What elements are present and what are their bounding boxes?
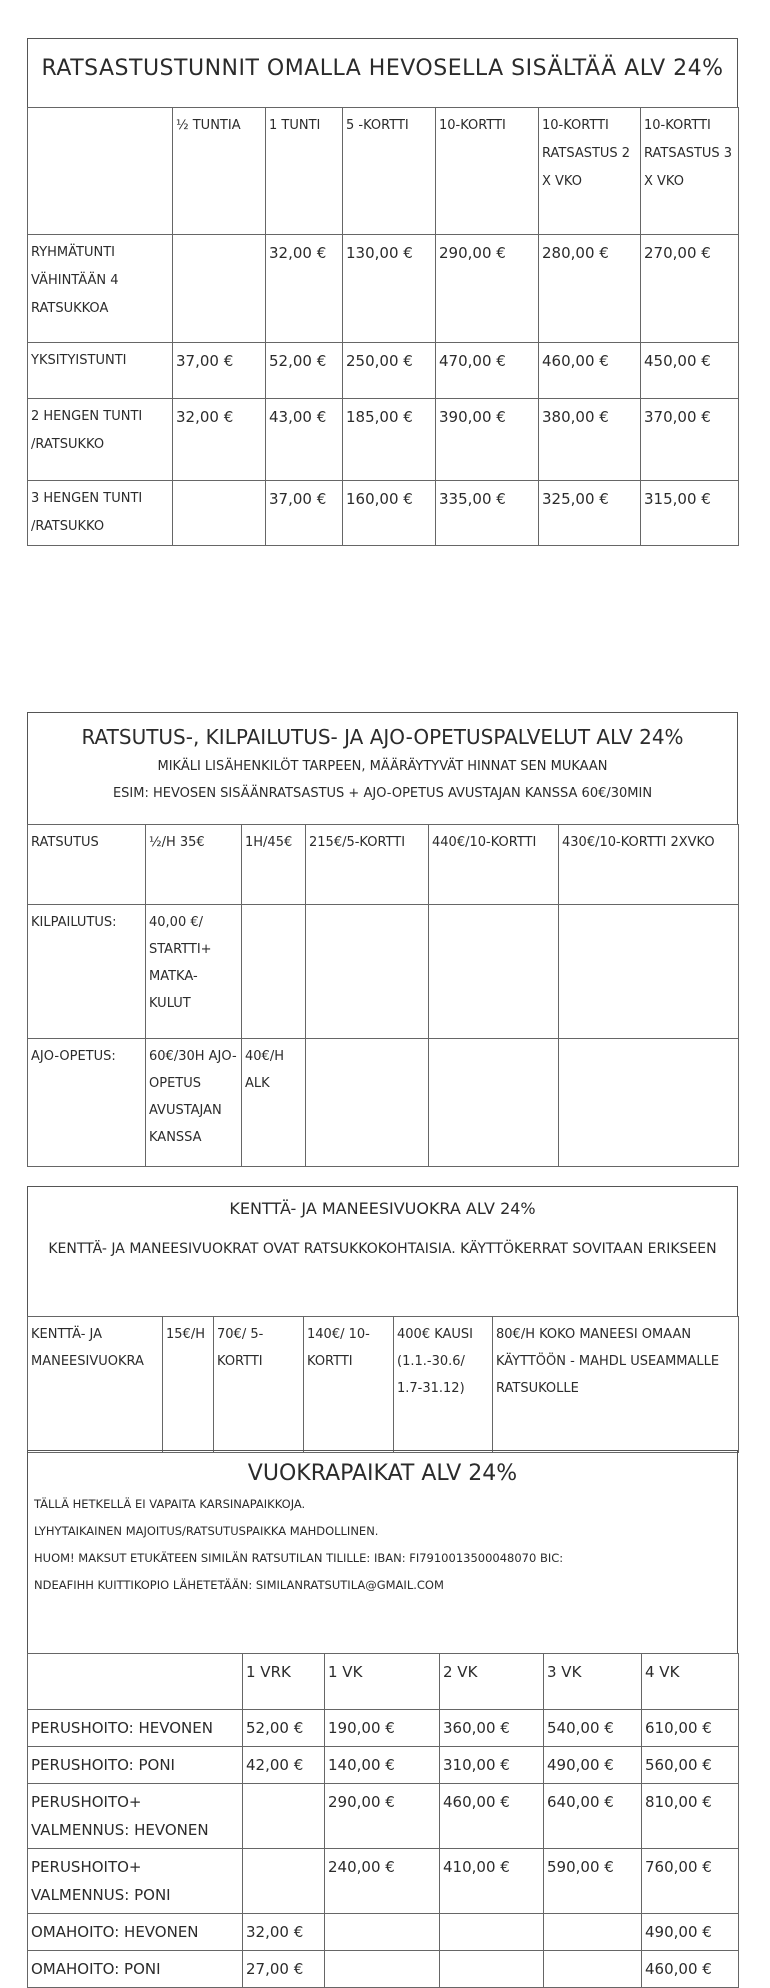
table-cell: 250,00 € xyxy=(343,343,436,399)
table-row xyxy=(28,235,739,343)
table-cell xyxy=(544,1914,642,1951)
table-cell xyxy=(306,905,429,1039)
table-cell: 290,00 € xyxy=(436,235,539,343)
table-cell: 240,00 € xyxy=(325,1849,440,1914)
table-row xyxy=(28,1747,739,1784)
table-cell xyxy=(306,1039,429,1167)
stalls-title: VUOKRAPAIKAT ALV 24% xyxy=(247,1461,518,1486)
table-cell: 42,00 € xyxy=(243,1747,325,1784)
table-cell: 440€/10-KORTTI xyxy=(429,825,559,905)
header-cell: 2 VK xyxy=(440,1654,544,1710)
table-cell: 325,00 € xyxy=(539,481,641,546)
riding-lessons-table xyxy=(27,107,739,546)
stalls-note: TÄLLÄ HETKELLÄ EI VAPAITA KARSINAPAIKKOJA. xyxy=(34,1497,306,1511)
table-cell: 335,00 € xyxy=(436,481,539,546)
table-cell: PERUSHOITO: PONI xyxy=(28,1747,243,1784)
table-cell: PERUSHOITO: HEVONEN xyxy=(28,1710,243,1747)
table-row xyxy=(28,1710,739,1747)
table-cell: 43,00 € xyxy=(266,399,343,481)
table-cell: 490,00 € xyxy=(544,1747,642,1784)
table-cell: 280,00 € xyxy=(539,235,641,343)
table-row xyxy=(28,481,739,546)
table-cell: 315,00 € xyxy=(641,481,739,546)
table-cell: OMAHOITO: HEVONEN xyxy=(28,1914,243,1951)
services-table xyxy=(27,824,739,1167)
table-cell: 130,00 € xyxy=(343,235,436,343)
header-cell: 5 -KORTTI xyxy=(343,108,436,235)
table-row xyxy=(28,1317,739,1453)
services-example: ESIM: HEVOSEN SISÄÄNRATSASTUS + AJO-OPETUS AVUSTAJAN KANSSA 60€/30MIN xyxy=(112,786,653,801)
table-cell: PERUSHOITO+ VALMENNUS: PONI xyxy=(28,1849,243,1914)
table-cell: 40€/H ALK xyxy=(242,1039,306,1167)
arena-section xyxy=(27,1186,738,1453)
services-header xyxy=(27,712,738,824)
table-cell: 15€/H xyxy=(163,1317,214,1453)
table-cell: 460,00 € xyxy=(539,343,641,399)
table-cell xyxy=(559,1039,739,1167)
table-cell: AJO-OPETUS: xyxy=(28,1039,146,1167)
table-cell: 40,00 €/ STARTTI+ MATKA-KULUT xyxy=(146,905,242,1039)
header-cell: 1 TUNTI xyxy=(266,108,343,235)
table-cell: KENTTÄ- JA MANEESIVUOKRA xyxy=(28,1317,163,1453)
table-cell: 400€ KAUSI (1.1.-30.6/ 1.7-31.12) xyxy=(394,1317,493,1453)
table-cell: 32,00 € xyxy=(266,235,343,343)
table-cell: 185,00 € xyxy=(343,399,436,481)
services-subtitle: MIKÄLI LISÄHENKILÖT TARPEEN, MÄÄRÄYTYVÄT HINNAT SEN MUKAAN xyxy=(157,759,608,774)
table-cell: 70€/ 5- KORTTI xyxy=(214,1317,304,1453)
table-cell: 3 HENGEN TUNTI /RATSUKKO xyxy=(28,481,173,546)
header-cell xyxy=(28,1654,243,1710)
table-row xyxy=(28,399,739,481)
table-cell: 140€/ 10-KORTTI xyxy=(304,1317,394,1453)
table-cell: PERUSHOITO+ VALMENNUS: HEVONEN xyxy=(28,1784,243,1849)
table-header-row xyxy=(28,1654,739,1710)
table-cell: 540,00 € xyxy=(544,1710,642,1747)
table-header-row xyxy=(28,108,739,235)
table-cell: KILPAILUTUS: xyxy=(28,905,146,1039)
table-cell xyxy=(429,1039,559,1167)
table-cell: 80€/H KOKO MANEESI OMAAN KÄYTTÖÖN - MAHDL USEAMMALLE RATSUKOLLE xyxy=(493,1317,739,1453)
table-cell: 640,00 € xyxy=(544,1784,642,1849)
header-cell: 10-KORTTI RATSASTUS 2 X VKO xyxy=(539,108,641,235)
table-cell xyxy=(243,1784,325,1849)
table-cell: 490,00 € xyxy=(642,1914,739,1951)
table-cell: 590,00 € xyxy=(544,1849,642,1914)
table-row xyxy=(28,1784,739,1849)
table-cell xyxy=(242,905,306,1039)
arena-table xyxy=(27,1316,739,1453)
table-cell: 460,00 € xyxy=(642,1951,739,1988)
header-cell: ½ TUNTIA xyxy=(173,108,266,235)
table-cell: 610,00 € xyxy=(642,1710,739,1747)
table-cell: 390,00 € xyxy=(436,399,539,481)
table-cell: 52,00 € xyxy=(266,343,343,399)
arena-subtitle: KENTTÄ- JA MANEESIVUOKRAT OVAT RATSUKKOKOHTAISIA. KÄYTTÖKERRAT SOVITAAN ERIKSEEN xyxy=(48,1241,717,1257)
table-cell: 460,00 € xyxy=(440,1784,544,1849)
stalls-note: LYHYTAIKAINEN MAJOITUS/RATSUTUSPAIKKA MAHDOLLINEN. xyxy=(34,1524,379,1538)
table-cell: YKSITYISTUNTI xyxy=(28,343,173,399)
table-cell: 470,00 € xyxy=(436,343,539,399)
header-cell: 10-KORTTI RATSASTUS 3 X VKO xyxy=(641,108,739,235)
table-cell: 37,00 € xyxy=(266,481,343,546)
table-cell xyxy=(429,905,559,1039)
table-cell: 760,00 € xyxy=(642,1849,739,1914)
riding-lessons-title: RATSASTUSTUNNIT OMALLA HEVOSELLA SISÄLTÄÄ ALV 24% xyxy=(27,38,738,107)
stalls-note: HUOM! MAKSUT ETUKÄTEEN SIMILÄN RATSUTILAN TILILLE: IBAN: FI7910013500048070 BIC: xyxy=(34,1551,564,1565)
table-cell: 140,00 € xyxy=(325,1747,440,1784)
arena-title: KENTTÄ- JA MANEESIVUOKRA ALV 24% xyxy=(229,1199,536,1218)
table-cell: 1H/45€ xyxy=(242,825,306,905)
table-cell: 380,00 € xyxy=(539,399,641,481)
table-cell xyxy=(325,1914,440,1951)
table-cell: RATSUTUS xyxy=(28,825,146,905)
stalls-section xyxy=(27,1450,738,1988)
header-cell: 1 VK xyxy=(325,1654,440,1710)
table-cell: 60€/30H AJO-OPETUS AVUSTAJAN KANSSA xyxy=(146,1039,242,1167)
table-cell: 37,00 € xyxy=(173,343,266,399)
table-row xyxy=(28,825,739,905)
table-cell: RYHMÄTUNTI VÄHINTÄÄN 4 RATSUKKOA xyxy=(28,235,173,343)
table-cell: 52,00 € xyxy=(243,1710,325,1747)
stalls-note: NDEAFIHH KUITTIKOPIO LÄHETETÄÄN: SIMILANRATSUTILA@GMAIL.COM xyxy=(34,1578,444,1592)
table-cell: 27,00 € xyxy=(243,1951,325,1988)
table-cell xyxy=(173,481,266,546)
stalls-header xyxy=(27,1450,738,1653)
table-cell: 160,00 € xyxy=(343,481,436,546)
table-cell: 310,00 € xyxy=(440,1747,544,1784)
table-cell xyxy=(243,1849,325,1914)
table-row xyxy=(28,343,739,399)
table-cell: 410,00 € xyxy=(440,1849,544,1914)
header-cell xyxy=(28,108,173,235)
table-row xyxy=(28,1914,739,1951)
services-section xyxy=(27,712,738,1167)
header-cell: 10-KORTTI xyxy=(436,108,539,235)
header-cell: 3 VK xyxy=(544,1654,642,1710)
table-cell xyxy=(559,905,739,1039)
table-cell: 32,00 € xyxy=(173,399,266,481)
table-cell: 450,00 € xyxy=(641,343,739,399)
table-cell: 560,00 € xyxy=(642,1747,739,1784)
table-row xyxy=(28,1039,739,1167)
table-cell: 2 HENGEN TUNTI /RATSUKKO xyxy=(28,399,173,481)
table-cell: 32,00 € xyxy=(243,1914,325,1951)
table-cell: 430€/10-KORTTI 2XVKO xyxy=(559,825,739,905)
table-cell: ½/H 35€ xyxy=(146,825,242,905)
header-cell: 4 VK xyxy=(642,1654,739,1710)
table-cell: 270,00 € xyxy=(641,235,739,343)
stalls-table xyxy=(27,1653,739,1988)
arena-header xyxy=(27,1186,738,1316)
table-cell: 360,00 € xyxy=(440,1710,544,1747)
table-cell: 290,00 € xyxy=(325,1784,440,1849)
table-cell xyxy=(440,1914,544,1951)
header-cell: 1 VRK xyxy=(243,1654,325,1710)
table-cell: 215€/5-KORTTI xyxy=(306,825,429,905)
table-cell: OMAHOITO: PONI xyxy=(28,1951,243,1988)
table-row xyxy=(28,905,739,1039)
table-row xyxy=(28,1849,739,1914)
table-cell: 190,00 € xyxy=(325,1710,440,1747)
table-cell xyxy=(173,235,266,343)
table-cell: 810,00 € xyxy=(642,1784,739,1849)
table-cell: 370,00 € xyxy=(641,399,739,481)
riding-lessons-section xyxy=(27,38,738,546)
services-title: RATSUTUS-, KILPAILUTUS- JA AJO-OPETUSPALVELUT ALV 24% xyxy=(81,725,684,749)
